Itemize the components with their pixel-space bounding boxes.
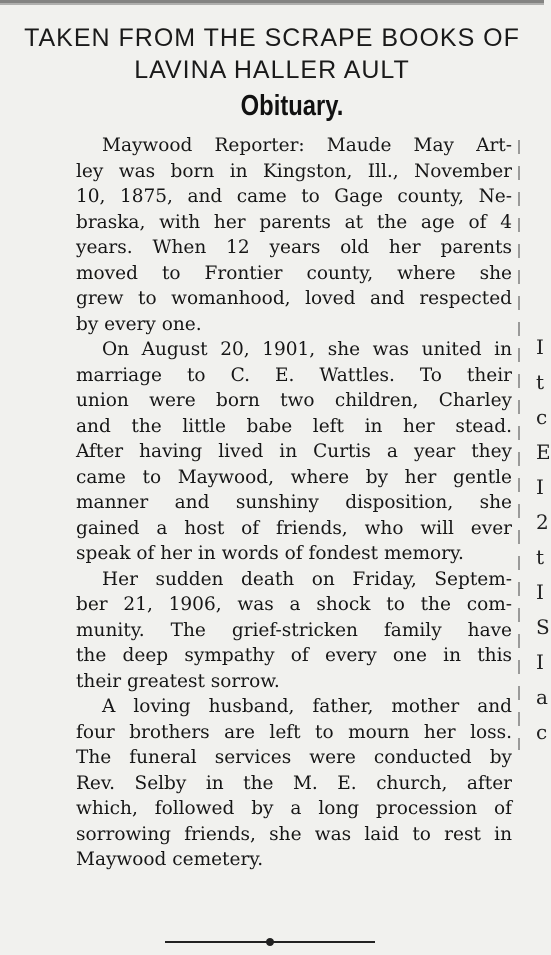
text-line: their greatest sorrow. — [76, 670, 280, 692]
text-line: moved to Frontier county, where she — [76, 262, 512, 284]
text-line: by every one. — [76, 313, 202, 335]
margin-fragment: I — [536, 475, 544, 499]
margin-fragment: I — [536, 580, 544, 604]
text-line: ley was born in Kingston, Ill., November — [76, 160, 512, 182]
column-rule — [518, 140, 520, 750]
text-line: union were born two children, Charley — [76, 390, 512, 411]
obituary-column — [76, 133, 512, 873]
obituary-title: Obituary. — [240, 90, 344, 122]
text-line: came to Maywood, where by her gentle — [76, 466, 512, 488]
text-line: grew to womanhood, loved and respected — [76, 288, 512, 309]
text-line: gained a host of friends, who will ever — [76, 517, 512, 539]
margin-fragment: S — [536, 615, 550, 639]
text-line: braska, with her parents at the age of 4 — [76, 211, 512, 233]
text-line: Her sudden death on Friday, Septem- — [102, 568, 512, 590]
closing-ornament — [165, 938, 375, 946]
text-line: munity. The grief-stricken family have — [76, 619, 512, 641]
ornament-dot — [266, 938, 274, 946]
text-line: marriage to C. E. Wattles. To their — [76, 364, 512, 386]
text-line: four brothers are left to mourn her loss. — [76, 721, 512, 743]
text-line: sorrowing friends, she was laid to rest in — [76, 823, 512, 845]
heading-line-1: TAKEN FROM THE SCRAPE BOOKS OF — [24, 24, 520, 52]
text-line: The funeral services were conducted by — [76, 747, 512, 768]
text-line: A loving husband, father, mother and — [102, 696, 512, 717]
text-line: Rev. Selby in the M. E. church, after — [76, 772, 512, 794]
margin-fragment: E — [536, 440, 551, 464]
margin-fragment: c — [536, 720, 548, 744]
text-line: speak of her in words of fondest memory. — [76, 543, 464, 564]
heading-line-2: LAVINA HALLER AULT — [134, 56, 410, 84]
text-line: On August 20, 1901, she was united in — [102, 339, 512, 360]
scrapbook-heading — [0, 22, 544, 86]
text-line: manner and sunshiny disposition, she — [76, 492, 512, 513]
margin-fragment: a — [536, 685, 548, 709]
margin-fragment: 2 — [536, 510, 549, 534]
text-line: After having lived in Curtis a year they — [76, 441, 512, 462]
margin-fragment: c — [536, 405, 548, 429]
text-line: the deep sympathy of every one in this — [76, 645, 512, 666]
margin-fragment: I — [536, 650, 544, 674]
text-line: 10, 1875, and came to Gage county, Ne- — [76, 186, 512, 207]
obituary-paragraph — [76, 337, 512, 567]
margin-fragment: t — [536, 545, 545, 569]
margin-fragment: I — [536, 335, 544, 359]
obituary-paragraph — [76, 133, 512, 337]
obituary-paragraph — [76, 567, 512, 695]
text-line: Maywood cemetery. — [76, 849, 264, 870]
obituary-paragraph — [76, 694, 512, 873]
text-line: ber 21, 1906, was a shock to the com- — [76, 594, 512, 615]
clipped-top-edge — [0, 0, 544, 10]
adjacent-column-fragments — [536, 330, 551, 750]
text-line: which, followed by a long procession of — [76, 798, 512, 819]
text-line: years. When 12 years old her parents — [76, 237, 512, 258]
text-line: and the little babe left in her stead. — [76, 415, 512, 437]
text-line: Maywood Reporter: Maude May Art- — [102, 135, 512, 156]
margin-fragment: t — [536, 370, 545, 394]
